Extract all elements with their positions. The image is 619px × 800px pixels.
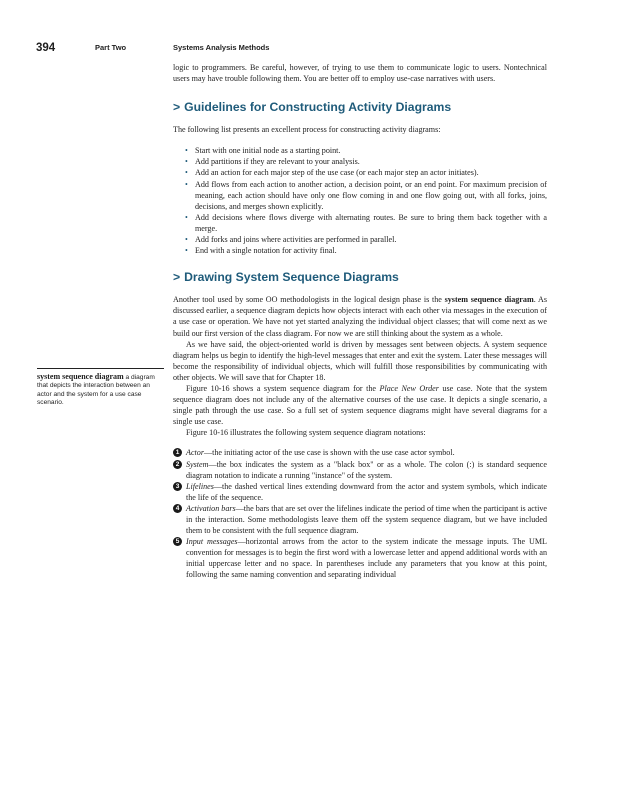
list-item: • Add decisions where flows diverge with alternating routes. Be sure to bring them back together with a merge. bbox=[185, 212, 547, 234]
list-item bbox=[173, 481, 547, 503]
notation-list bbox=[173, 447, 547, 580]
key-term: system sequence diagram bbox=[444, 295, 534, 305]
guideline-list bbox=[173, 145, 547, 256]
heading-text: Guidelines for Constructing Activity Diagrams bbox=[184, 100, 452, 115]
text-span: use case. Note that the system sequence diagram does not include any of the alternative courses of the use case. It depicts a single scenario, a single path through the use case. So a full set of system sequence diagrams might have several diagrams for a single use case. bbox=[173, 383, 547, 427]
heading-text: Drawing System Sequence Diagrams bbox=[184, 270, 399, 285]
paragraph: Figure 10-16 illustrates the following system sequence diagram notations: bbox=[186, 428, 426, 438]
number-badge-icon: 5 bbox=[173, 537, 182, 546]
intro-paragraph: logic to programmers. Be careful, however, of trying to use them to communicate logic to users. Nontechnical users may have trouble following them. You are better off to employ use-case narratives with users. bbox=[173, 63, 547, 84]
notation-text: —horizontal arrows from the actor to the system indicate the message inputs. The UML convention for messages is to begin the first word with a lowercase letter and append additional words with an initial uppercase letter and no space. In parentheses include any parameters that you know at this point, following the same naming convention and separating individual bbox=[186, 537, 547, 580]
list-item bbox=[173, 503, 547, 536]
list-item bbox=[173, 459, 547, 481]
section-heading-activity bbox=[173, 100, 547, 115]
margin-note-definition: a diagram that depicts the interaction between an actor and the system for a use case scenario. bbox=[37, 374, 155, 406]
section-label: Systems Analysis Methods bbox=[173, 43, 270, 52]
notation-term: Input messages bbox=[186, 537, 238, 547]
number-badge-icon: 4 bbox=[173, 504, 182, 513]
margin-note-term: system sequence diagram bbox=[37, 372, 124, 381]
list-item: • Add partitions if they are relevant to your analysis. bbox=[185, 156, 547, 167]
part-label: Part Two bbox=[95, 43, 127, 52]
list-item: • End with a single notation for activity final. bbox=[185, 245, 547, 256]
notation-text: —the initiating actor of the use case is shown with the use case actor symbol. bbox=[203, 448, 455, 458]
number-badge-icon: 3 bbox=[173, 482, 182, 491]
list-item: • Add flows from each action to another action, a decision point, or an end point. For maximum precision of meaning, each action should have only one flow coming in and one flow going out, with all forks, joins, decisions, and merges shown explicitly. bbox=[185, 179, 547, 212]
list-item bbox=[173, 447, 547, 458]
text-span: . As discussed earlier, a sequence diagram depicts how objects interact with each other via messages in the execution of a use case or operation. We have not yet started analyzing the individual object classes; that will come next as we build our first version of the class diagram. For now we are still thinking about the system as a whole. bbox=[173, 295, 547, 338]
list-item: • Add forks and joins where activities are performed in parallel. bbox=[185, 234, 547, 245]
page-number: 394 bbox=[36, 42, 56, 54]
number-badge-icon: 1 bbox=[173, 448, 182, 457]
section-heading-sequence bbox=[173, 270, 547, 285]
section1-lead: The following list presents an excellent process for constructing activity diagrams: bbox=[173, 125, 441, 135]
notation-term: Activation bars bbox=[186, 503, 236, 513]
running-header bbox=[36, 42, 596, 58]
use-case-name: Place New Order bbox=[379, 383, 439, 393]
list-item: • Add an action for each major step of the use case (or each major step an actor initiates). bbox=[185, 167, 547, 178]
paragraph bbox=[173, 294, 547, 338]
notation-text: —the box indicates the system as a "black box" or as a whole. The colon (:) is standard sequence diagram notation to indicate a running "instance" of the system. bbox=[186, 459, 547, 480]
notation-term: Actor bbox=[186, 448, 204, 458]
paragraph: As we have said, the object-oriented world is driven by messages sent between objects. A system sequence diagram helps us begin to identify the high-level messages that enter and exit the system. Later these messages will become the responsibility of individual objects, which will fulfill those responsibilities by communicating with other objects. We will save that for Chapter 18. bbox=[173, 339, 547, 382]
paragraph bbox=[173, 383, 547, 427]
text-span: Figure 10-16 shows a system sequence diagram for the bbox=[186, 383, 380, 393]
chevron-right-icon: > bbox=[173, 270, 181, 285]
main-column bbox=[173, 62, 547, 581]
text-span: Another tool used by some OO methodologists in the logical design phase is the bbox=[173, 295, 445, 305]
notation-term: Lifelines bbox=[186, 481, 214, 491]
margin-note-rule bbox=[37, 368, 164, 369]
margin-note bbox=[37, 373, 161, 407]
notation-term: System bbox=[186, 459, 209, 469]
list-item: • Start with one initial node as a starting point. bbox=[185, 145, 547, 156]
chevron-right-icon: > bbox=[173, 100, 181, 115]
list-item bbox=[173, 536, 547, 580]
number-badge-icon: 2 bbox=[173, 460, 182, 469]
notation-text: —the bars that are set over the lifelines indicate the period of time when the participant is active in the interaction. Some methodologists leave them off the system sequence diagram, but we have included them to be consistent with the full sequence diagram. bbox=[186, 503, 547, 536]
notation-text: —the dashed vertical lines extending downward from the actor and system symbols, which indicate the life of the sequence. bbox=[186, 481, 547, 502]
